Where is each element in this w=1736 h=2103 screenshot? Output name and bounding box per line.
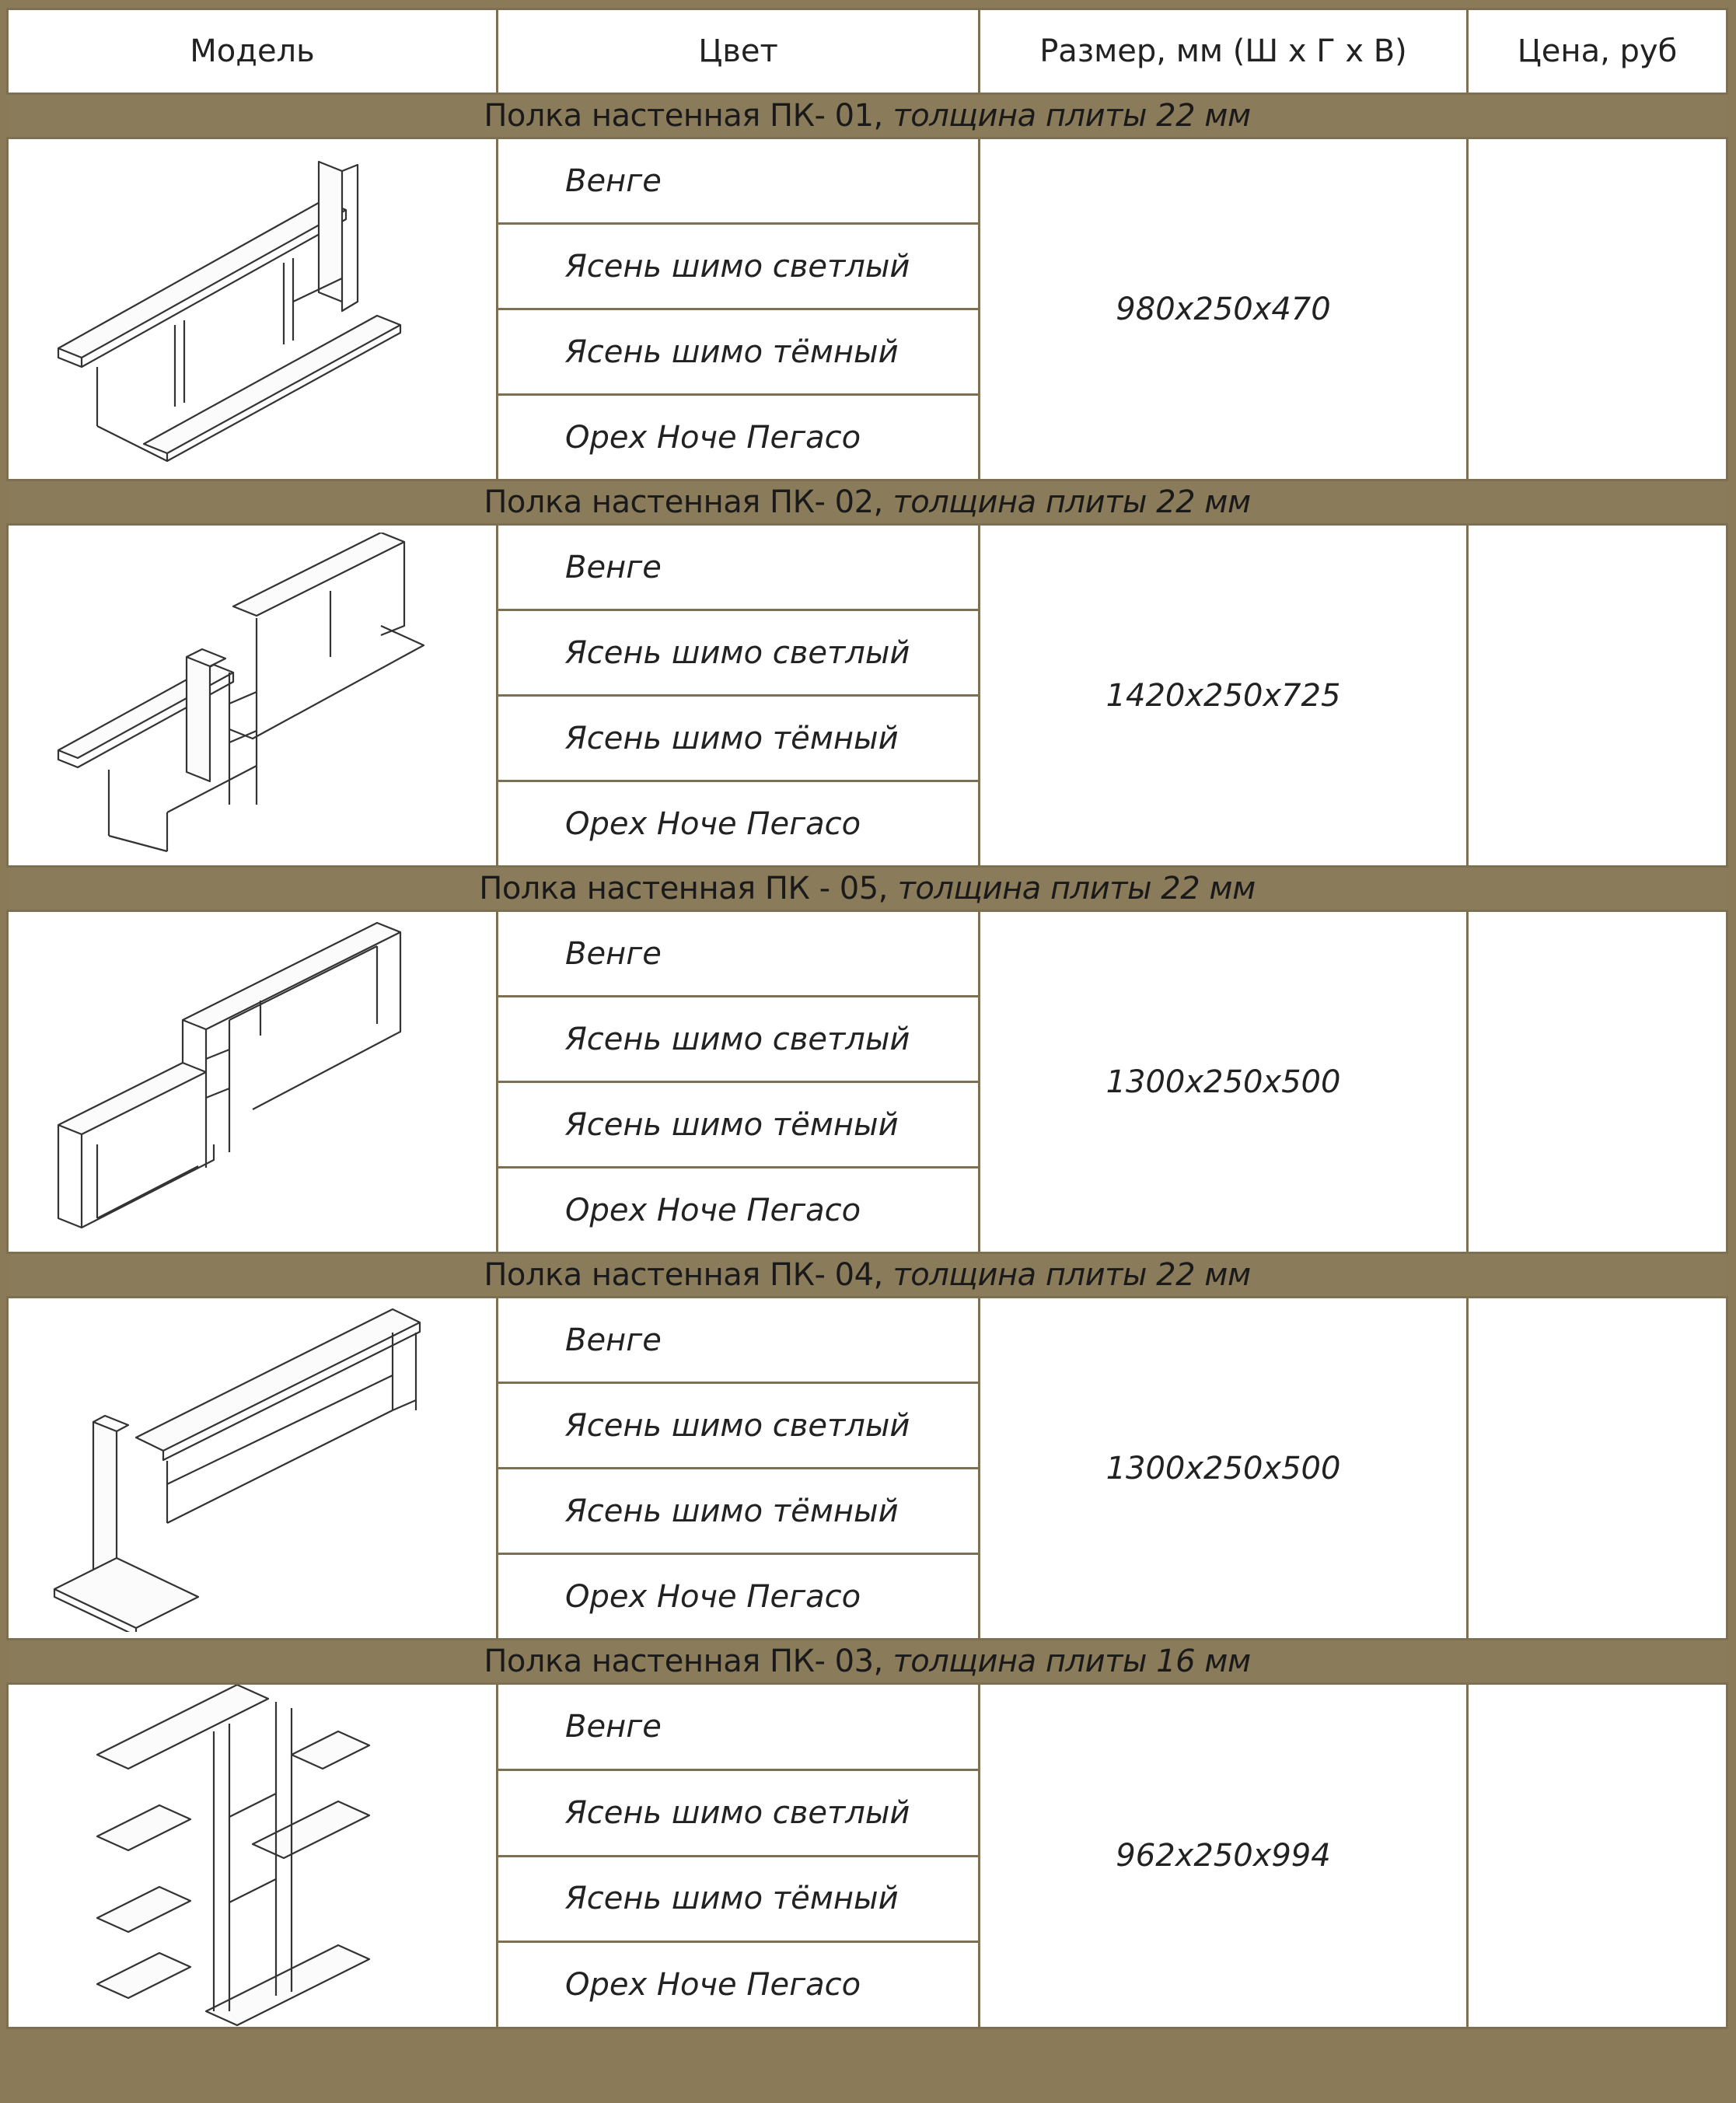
section-name: Полка настенная ПК - 05, [479,871,888,907]
section-name: Полка настенная ПК- 02, [484,484,883,520]
section-title [8,867,1727,911]
shelf-pk05-drawing [51,919,455,1245]
price-sheet [6,8,1726,2091]
product-row [8,138,1727,224]
shelf-pk01-drawing [51,146,455,473]
model-drawing-cell [8,1684,498,2028]
color-option: Орех Ноче Пегасо [498,1168,980,1253]
section-name: Полка настенная ПК- 04, [484,1257,883,1293]
color-option: Венге [498,138,980,224]
section-thickness: толщина плиты 22 мм [892,1257,1251,1293]
color-option: Ясень шимо тёмный [498,1469,980,1554]
size-value: 962х250х994 [980,1684,1468,2028]
model-drawing-cell [8,1298,498,1640]
color-option: Ясень шимо светлый [498,224,980,309]
product-row [8,1298,1727,1383]
color-option: Орех Ноче Пегасо [498,1554,980,1640]
color-option: Венге [498,911,980,997]
section-title-row [8,94,1727,138]
size-value: 980х250х470 [980,138,1468,480]
color-option: Ясень шимо светлый [498,1383,980,1469]
section-title-row [8,1640,1727,1684]
color-option: Ясень шимо тёмный [498,696,980,781]
color-option: Орех Ноче Пегасо [498,1942,980,2028]
size-value: 1300х250х500 [980,1298,1468,1640]
model-drawing-cell [8,525,498,867]
section-name: Полка настенная ПК- 03, [484,1644,883,1679]
model-drawing-cell [8,138,498,480]
section-name: Полка настенная ПК- 01, [484,98,883,134]
section-title [8,480,1727,525]
color-option: Ясень шимо светлый [498,1769,980,1856]
header-size: Размер, мм (Ш х Г х В) [980,9,1468,94]
price-value [1468,1298,1727,1640]
color-option: Орех Ноче Пегасо [498,395,980,480]
section-title-row [8,1253,1727,1298]
color-option: Ясень шимо светлый [498,610,980,696]
section-title-row [8,867,1727,911]
price-table [6,8,1728,2029]
section-title [8,94,1727,138]
section-thickness: толщина плиты 22 мм [892,484,1251,520]
color-option: Ясень шимо тёмный [498,309,980,395]
shelf-pk04-drawing [51,1305,455,1632]
color-option: Ясень шимо светлый [498,997,980,1082]
model-drawing-cell [8,911,498,1253]
product-row [8,525,1727,610]
section-title-row [8,480,1727,525]
color-option: Венге [498,1684,980,1770]
shelf-pk03-drawing [89,1685,416,2027]
section-thickness: толщина плиты 22 мм [897,871,1256,907]
color-option: Венге [498,525,980,610]
section-thickness: толщина плиты 22 мм [892,98,1251,134]
shelf-pk02-drawing [51,533,455,859]
header-price: Цена, руб [1468,9,1727,94]
size-value: 1300х250х500 [980,911,1468,1253]
price-value [1468,138,1727,480]
price-value [1468,911,1727,1253]
header-row [8,9,1727,94]
section-thickness: толщина плиты 16 мм [892,1644,1251,1679]
section-title [8,1640,1727,1684]
size-value: 1420х250х725 [980,525,1468,867]
color-option: Ясень шимо тёмный [498,1082,980,1168]
price-value [1468,525,1727,867]
color-option: Ясень шимо тёмный [498,1856,980,1942]
price-value [1468,1684,1727,2028]
header-color: Цвет [498,9,980,94]
section-title [8,1253,1727,1298]
color-option: Венге [498,1298,980,1383]
header-model: Модель [8,9,498,94]
product-row [8,911,1727,997]
color-option: Орех Ноче Пегасо [498,781,980,867]
product-row [8,1684,1727,1770]
